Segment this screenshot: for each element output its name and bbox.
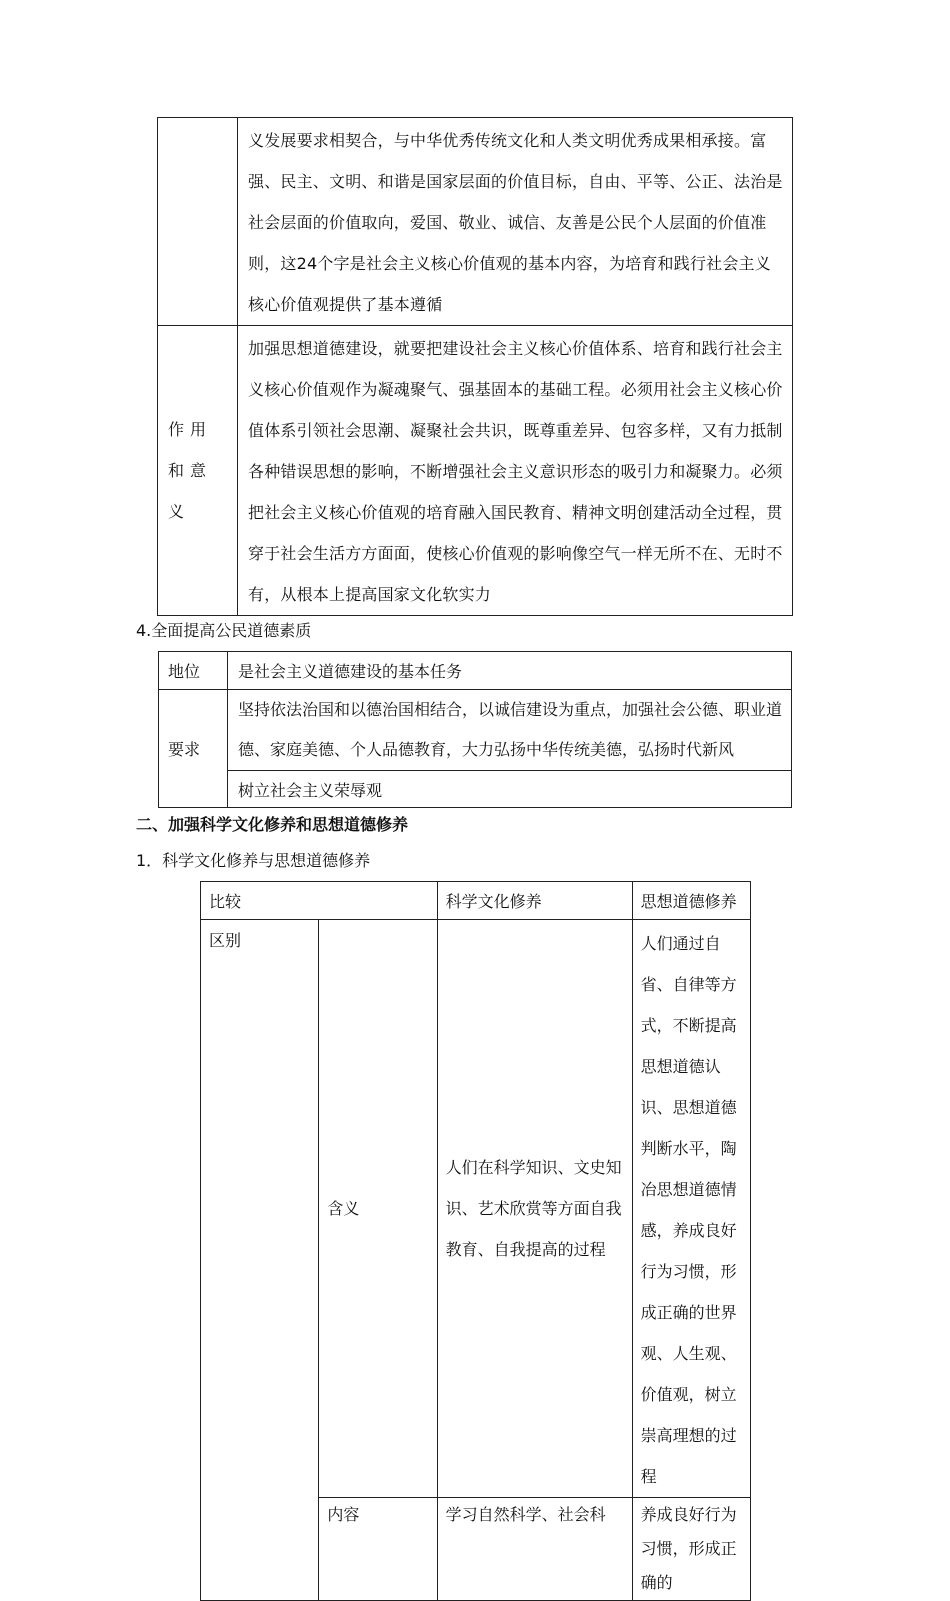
meaning-science-text: 人们在科学知识、文史知识、艺术欣赏等方面自我教育、自我提高的过程 bbox=[437, 920, 632, 1498]
requirement-text-2: 树立社会主义荣辱观 bbox=[228, 771, 792, 808]
role-significance-text: 加强思想道德建设，就要把建设社会主义核心价值体系、培育和践行社会主义核心价值观作为凝魂聚气、强基固本的基础工程。必须用社会主义核心价值体系引领社会思潮、凝聚社会共识，既尊重差异、包容多样，又有力抵制各种错误思想的影响，不断增强社会主义意识形态的吸引力和凝聚力。必须把社会主义核心价值观的培育融入国民教育、精神文明创建活动全过程，贯穿于社会生活方方面面，使核心价值观的影响像空气一样无所不在、无时不有，从根本上提高国家文化软实力 bbox=[238, 326, 793, 616]
section-4-title: 4.全面提高公民道德素质 bbox=[136, 621, 312, 640]
header-moral-cultivation: 思想道德修养 bbox=[632, 882, 750, 920]
position-text: 是社会主义道德建设的基本任务 bbox=[228, 652, 792, 690]
comparison-table bbox=[200, 881, 751, 1601]
heading-2: 二、加强科学文化修养和思想道德修养 bbox=[136, 815, 409, 834]
role-significance-label: 作用和意义 bbox=[158, 326, 238, 616]
meaning-moral-text: 人们通过自省、自律等方式，不断提高思想道德认识、思想道德判断水平，陶冶思想道德情感，养成良好行为习惯，形成正确的世界观、人生观、价值观，树立崇高理想的过程 bbox=[632, 920, 750, 1498]
moral-quality-table bbox=[158, 651, 792, 808]
content-moral-text: 养成良好行为习惯，形成正确的 bbox=[632, 1498, 750, 1601]
position-label: 地位 bbox=[159, 652, 228, 690]
values-table-empty-label bbox=[158, 118, 238, 326]
subheading-1: 1．科学文化修养与思想道德修养 bbox=[136, 851, 371, 870]
content-label: 内容 bbox=[319, 1498, 437, 1601]
header-compare: 比较 bbox=[201, 882, 438, 920]
requirement-label: 要求 bbox=[159, 690, 228, 808]
values-table-content-cell: 义发展要求相契合，与中华优秀传统文化和人类文明优秀成果相承接。富强、民主、文明、和谐是国家层面的价值目标，自由、平等、公正、法治是社会层面的价值取向，爱国、敬业、诚信、友善是公民个人层面的价值准则，这24个字是社会主义核心价值观的基本内容，为培育和践行社会主义核心价值观提供了基本遵循 bbox=[238, 118, 793, 326]
meaning-label: 含义 bbox=[319, 920, 437, 1498]
requirement-text-1: 坚持依法治国和以德治国相结合，以诚信建设为重点，加强社会公德、职业道德、家庭美德、个人品德教育，大力弘扬中华传统美德，弘扬时代新风 bbox=[228, 690, 792, 771]
content-science-text: 学习自然科学、社会科 bbox=[437, 1498, 632, 1601]
values-table bbox=[157, 117, 793, 616]
header-science-culture: 科学文化修养 bbox=[437, 882, 632, 920]
difference-label: 区别 bbox=[201, 920, 319, 1601]
